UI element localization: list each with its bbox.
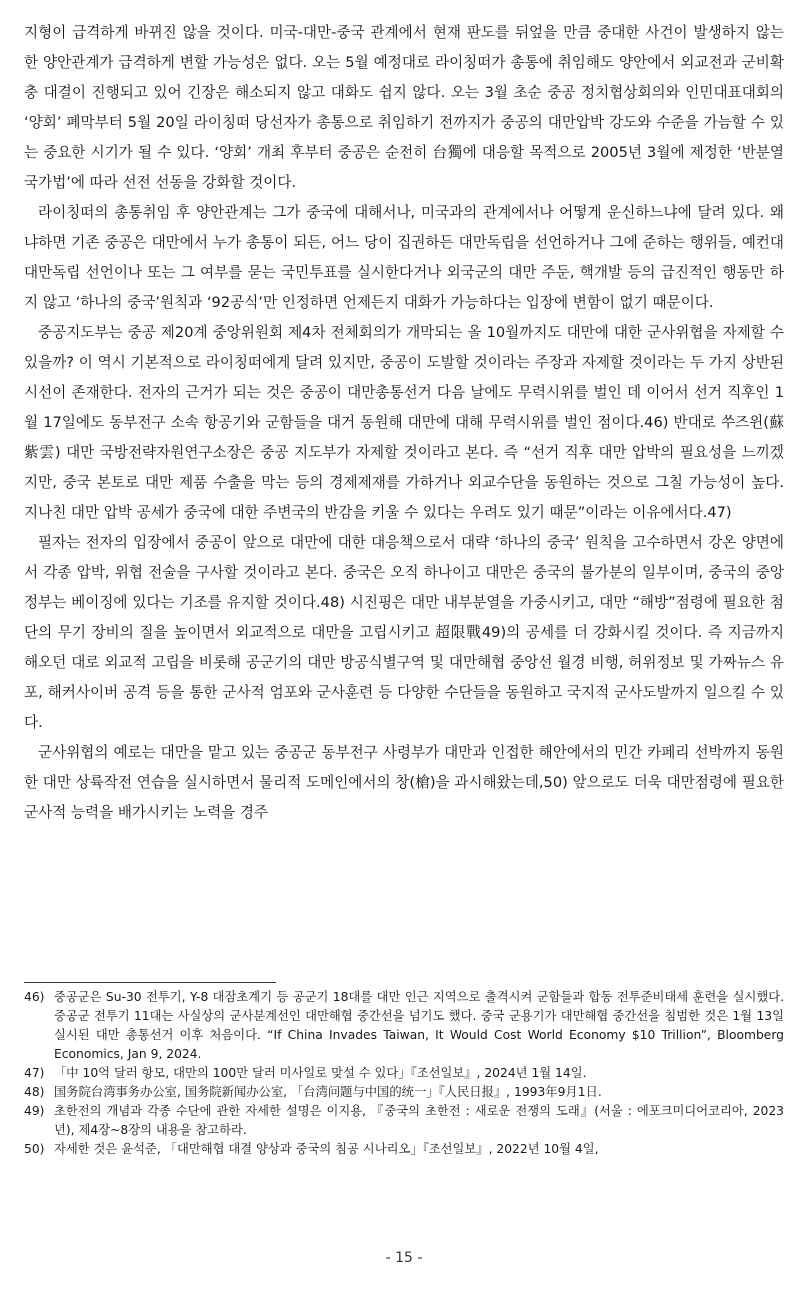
footnotes: [24, 988, 784, 1159]
footnote-divider: [24, 982, 276, 983]
paragraph-1: 지형이 급격하게 바뀌진 않을 것이다. 미국-대만-중국 관계에서 현재 판도를 뒤엎을 만큼 중대한 사건이 발생하지 않는 한 양안관계가 급격하게 변할 가능성은 없다. 오는 5월 예정대로 라이칭떠가 총통에 취임해도 양안에서 외교전과 군비확충 대결이 진행되고 있어 긴장은 해소되지 않고 대화도 쉽지 않다. 오는 3월 초순 중공 정치협상회의와 인민대표대회의 ‘양회’ 폐막부터 5월 20일 라이칭떠 당선자가 총통으로 취임하기 전까지가 중공의 대만압박 강도와 수준을 가늠할 수 있는 중요한 시기가 될 수 있다. ‘양회’ 개최 후부터 중공은 순전히 台獨에 대응할 목적으로 2005년 3월에 제정한 ‘반분열 국가법’에 따라 선전 선동을 강화할 것이다.: [24, 24, 784, 191]
body-text: [24, 18, 784, 828]
footnote-49: [24, 1102, 784, 1140]
footnote-number: 48): [24, 1085, 45, 1099]
footnote-number: 49): [24, 1104, 45, 1118]
paragraph-2: 라이칭떠의 총통취임 후 양안관계는 그가 중국에 대해서나, 미국과의 관계에서나 어떻게 운신하느냐에 달려 있다. 왜냐하면 기존 중공은 대만에서 누가 총통이 되든, 어느 당이 집권하든 대만독립을 선언하거나 그에 준하는 행위들, 예컨대 대만독립 선언이나 또는 그 여부를 묻는 국민투표를 실시한다거나 외국군의 대만 주둔, 핵개발 등의 급진적인 행동만 하지 않고 ‘하나의 중국’원칙과 ‘92공식’만 인정하면 언제든지 대화가 가능하다는 입장에 변함이 없기 때문이다.: [24, 204, 784, 311]
footnote-46: [24, 988, 784, 1064]
footnote-text: 중공군은 Su-30 전투기, Y-8 대잠초계기 등 공군기 18대를 대만 인근 지역으로 출격시켜 군함들과 합동 전투준비태세 훈련을 실시했다. 중공군 전투기 11대는 사실상의 군사분계선인 대만해협 중간선을 넘기도 했다. 중국 군용기가 대만해협 중간선을 침범한 것은 1월 13일 실시된 대만 총통선거 이후 처음이다. “If China Invades Taiwan, It Would Cost World Economy $10 Trillion”, Bloomberg Economics, Jan 9, 2024.: [54, 990, 784, 1061]
paragraph-5: 군사위협의 예로는 대만을 맡고 있는 중공군 동부전구 사령부가 대만과 인접한 해안에서의 민간 카페리 선박까지 동원한 대만 상륙작전 연습을 실시하면서 물리적 도메인에서의 창(槍)을 과시해왔는데,50) 앞으로도 더욱 대만점령에 필요한 군사적 능력을 배가시키는 노력을 경주: [24, 744, 784, 821]
footnote-48: [24, 1083, 784, 1102]
footnote-text: 「中 10억 달러 항모, 대만의 100만 달러 미사일로 맞설 수 있다」『조선일보』, 2024년 1월 14일.: [54, 1066, 587, 1080]
footnote-number: 50): [24, 1142, 45, 1156]
paragraph-4: 필자는 전자의 입장에서 중공이 앞으로 대만에 대한 대응책으로서 대략 ‘하나의 중국’ 원칙을 고수하면서 강온 양면에서 각종 압박, 위협 전술을 구사할 것이라고 본다. 중국은 오직 하나이고 대만은 중국의 불가분의 일부이며, 중국의 중앙정부는 베이징에 있다는 기조를 유지할 것이다.48) 시진핑은 대만 내부분열을 가중시키고, 대만 “해방”점령에 필요한 첨단의 무기 장비의 질을 높이면서 외교적으로 대만을 고립시키고 超限戰49)의 공세를 더 강화시킬 것이다. 즉 지금까지 해오던 대로 외교적 고립을 비롯해 공군기의 대만 방공식별구역 및 대만해협 중앙선 월경 비행, 허위정보 및 가짜뉴스 유포, 해커사이버 공격 등을 통한 군사적 엄포와 군사훈련 등 다양한 수단들을 동원하고 국지적 군사도발까지 일으킬 수 있다.: [24, 534, 785, 731]
paragraph-3: 중공지도부는 중공 제20계 중앙위원회 제4차 전체회의가 개막되는 올 10월까지도 대만에 대한 군사위협을 자제할 수 있을까? 이 역시 기본적으로 라이칭떠에게 달려 있지만, 중공이 도발할 것이라는 주장과 자제할 것이라는 두 가지 상반된 시선이 존재한다. 전자의 근거가 되는 것은 중공이 대만총통선거 다음 날에도 무력시위를 벌인 데 이어서 선거 직후인 1월 17일에도 동부전구 소속 항공기와 군함들을 대거 동원해 대만에 대해 무력시위를 벌인 점이다.46) 반대로 쑤즈윈(蘇紫雲) 대만 국방전략자원연구소장은 중공 지도부가 자제할 것이라고 본다. 즉 “선거 직후 대만 압박의 필요성을 느끼겠지만, 중국 본토로 대만 제품 수출을 막는 등의 경제제재를 가하거나 외교수단을 동원하는 것으로 그칠 가능성이 높다. 지나친 대만 압박 공세가 중국에 대한 주변국의 반감을 키울 수 있다는 우려도 있기 때문”이라는 이유에서다.47): [24, 324, 785, 521]
footnote-number: 46): [24, 990, 45, 1004]
page-number: - 15 -: [385, 1250, 423, 1266]
footnote-text: 国务院台湾事务办公室, 国务院新闻办公室, 「台湾问题与中国的统一」『人民日报』, 1993年9月1日.: [54, 1085, 602, 1099]
footnote-number: 47): [24, 1066, 45, 1080]
footnote-text: 자세한 것은 윤석준, 「대만해협 대결 양상과 중국의 침공 시나리오」『조선일보』, 2022년 10월 4일,: [54, 1142, 599, 1156]
footnote-text: 초한전의 개념과 각종 수단에 관한 자세한 설명은 이지용, 『중국의 초한전 : 새로운 전쟁의 도래』(서울 : 에포크미디어코리아, 2023년), 제4장~8장의 내용을 참고하라.: [54, 1104, 784, 1137]
footnote-50: [24, 1140, 784, 1159]
footnote-47: [24, 1064, 784, 1083]
